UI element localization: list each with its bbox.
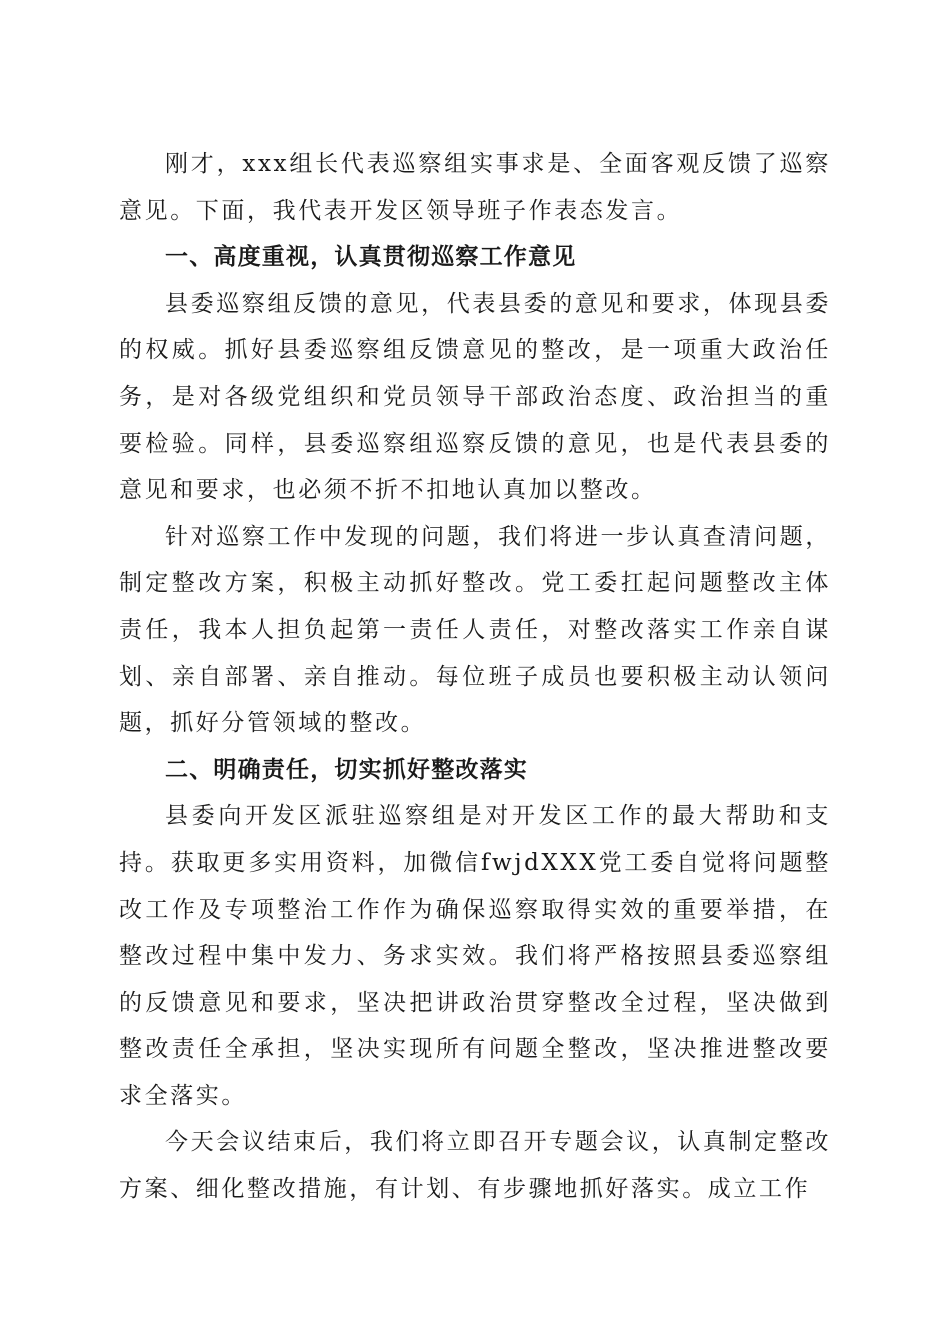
paragraph-1: 县委巡察组反馈的意见，代表县委的意见和要求，体现县委的权威。抓好县委巡察组反馈意见的整改，是一项重大政治任务，是对各级党组织和党员领导干部政治态度、政治担当的重要检验。同样，县委巡察组巡察反馈的意见，也是代表县委的意见和要求，也必须不折不扣地认真加以整改。 — [119, 290, 831, 504]
section-heading-1: 一、高度重视，认真贯彻巡察工作意见 — [165, 244, 577, 271]
paragraph-2: 针对巡察工作中发现的问题，我们将进一步认真查清问题，制定整改方案，积极主动抓好整改。党工委扛起问题整改主体责任，我本人担负起第一责任人责任，对整改落实工作亲自谋划、亲自部署、亲自推动。每位班子成员也要积极主动认领问题，抓好分管领域的整改。 — [119, 523, 831, 737]
paragraph-4: 今天会议结束后，我们将立即召开专题会议，认真制定整改方案、细化整改措施，有计划、有步骤地抓好落实。成立工作 — [119, 1129, 831, 1203]
document-body — [119, 141, 831, 1213]
paragraph-3: 县委向开发区派驻巡察组是对开发区工作的最大帮助和支持。获取更多实用资料，加微信fwjdXXX党工委自觉将问题整改工作及专项整治工作作为确保巡察取得实效的重要举措，在整改过程中集中发力、务求实效。我们将严格按照县委巡察组的反馈意见和要求，坚决把讲政治贯穿整改全过程，坚决做到整改责任全承担，坚决实现所有问题全整改，坚决推进整改要求全落实。 — [119, 803, 831, 1109]
paragraph-opening: 刚才，xxx组长代表巡察组实事求是、全面客观反馈了巡察意见。下面，我代表开发区领导班子作表态发言。 — [119, 151, 831, 224]
section-heading-2: 二、明确责任，切实抓好整改落实 — [165, 756, 528, 783]
